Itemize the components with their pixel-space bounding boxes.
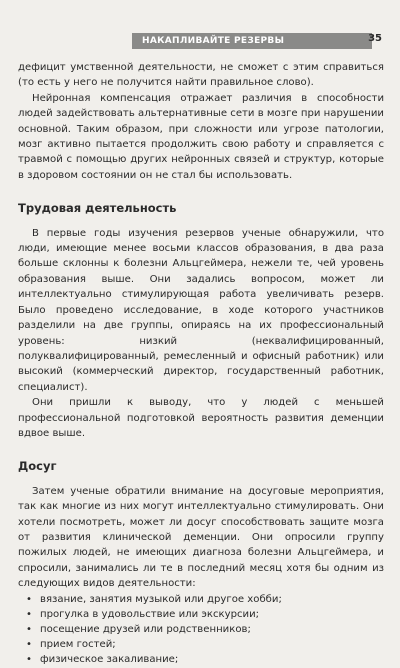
list-item-text: посещение друзей или родственников;	[40, 624, 251, 635]
bullet-icon: •	[26, 639, 32, 651]
section-heading-leisure: Досуг	[18, 459, 57, 474]
page-number: 35	[368, 33, 382, 44]
header-title: НАКАПЛИВАЙТЕ РЕЗЕРВЫ	[142, 36, 285, 46]
work-paragraph-2: Они пришли к выводу, что у людей с меньшей профессиональной подготовкой вероятность развития деменции вдвое выше.	[18, 397, 384, 439]
list-item	[26, 592, 384, 607]
section-heading-work: Трудовая деятельность	[18, 201, 177, 216]
list-item	[26, 607, 384, 622]
intro-paragraph-1: дефицит умственной деятельности, не сможет с этим справиться (то есть у него не получится найти правильное слово).	[18, 62, 384, 89]
list-item	[26, 637, 384, 652]
bullet-icon: •	[26, 593, 32, 605]
page-content	[18, 60, 384, 668]
leisure-paragraph-1: Затем ученые обратили внимание на досуговые мероприятия, так как многие из них могут интеллектуально стимулировать. Они хотели посмотреть, может ли досуг способствовать защите мозга от развития клинической деменции. Они опросили группу пожилых людей, не имеющих диагноза болезни Альцгеймера, и спросили, занимались ли те в последний месяц хотя бы одним из следующих видов деятельности:	[18, 485, 384, 590]
list-item-text: прогулка в удовольствие или экскурсии;	[40, 608, 260, 620]
header-band	[132, 33, 372, 49]
running-header	[0, 32, 400, 50]
list-item-text: вязание, занятия музыкой или другое хобби;	[40, 593, 282, 605]
list-item	[26, 622, 384, 637]
bullet-icon: •	[26, 654, 32, 666]
list-item-text: физическое закаливание;	[40, 654, 179, 666]
intro-paragraph-2: Нейронная компенсация отражает различия в способности людей задействовать альтернативные сети в мозге при нарушении основной. Таким образом, при сложности или угрозе патологии, мозг активно пытается продолжить свою работу и справляется с травмой с помощью других нейронных связей и структур, которые в здоровом состоянии он не стал бы использовать.	[18, 92, 384, 181]
activity-list	[18, 592, 384, 668]
bullet-icon: •	[26, 608, 32, 620]
list-item	[26, 652, 384, 667]
work-paragraph-1: В первые годы изучения резервов ученые обнаружили, что люди, имеющие менее восьми классов образования, в два раза больше склонны к болезни Альцгеймера, нежели те, чей уровень образования выше. Они задались вопросом, может ли интеллектуально стимулирующая работа увеличивать резерв. Было проведено исследование, в ходе которого участников разделили на две группы, опираясь на их профессиональный уровень: низкий (неквалифицированный, полуквалифицированный, ремесленный и офисный работник) или высокий (коммерческий директор, государственный работник, специалист).	[18, 227, 384, 393]
bullet-icon: •	[26, 624, 32, 635]
list-item-text: прием гостей;	[40, 639, 116, 651]
